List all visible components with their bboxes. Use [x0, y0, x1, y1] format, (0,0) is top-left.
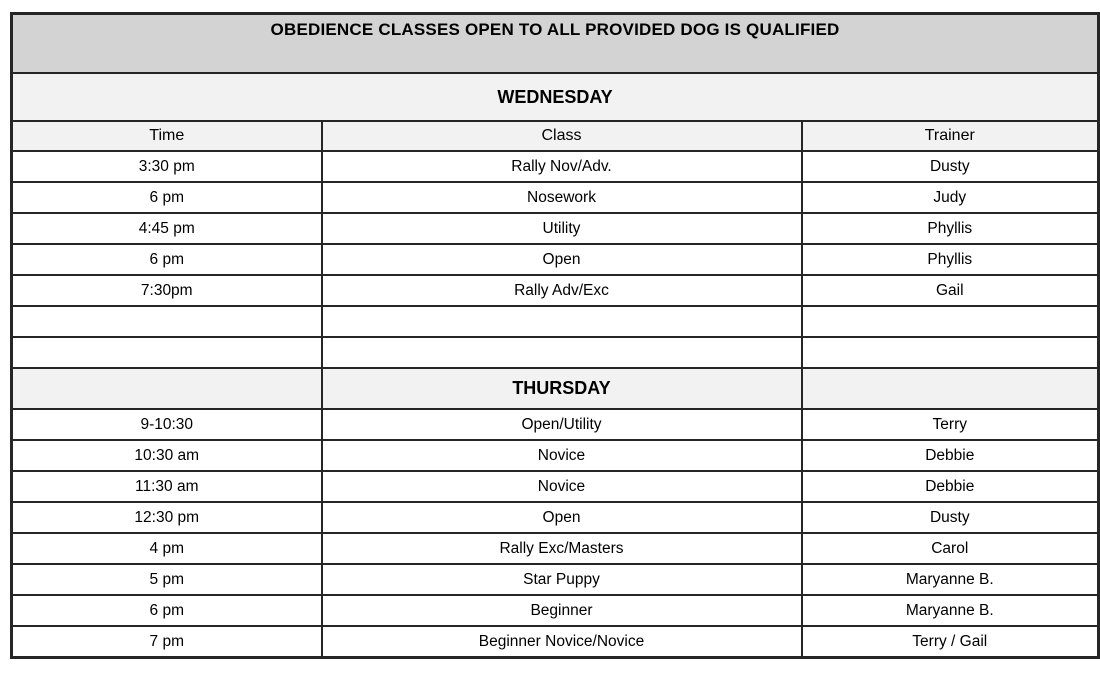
cell-class: Open: [322, 244, 802, 275]
cell-trainer: Judy: [802, 182, 1099, 213]
cell-trainer: Phyllis: [802, 213, 1099, 244]
cell-time: 4:45 pm: [12, 213, 322, 244]
wednesday-banner-row: [12, 73, 1099, 121]
cell-time: [12, 306, 322, 337]
cell-class: Open: [322, 502, 802, 533]
cell-class: Beginner Novice/Novice: [322, 626, 802, 658]
cell-trainer: Gail: [802, 275, 1099, 306]
cell-time: 7 pm: [12, 626, 322, 658]
table-row: [12, 213, 1099, 244]
table-row: [12, 182, 1099, 213]
thursday-banner-row: [12, 368, 1099, 409]
cell-class: Novice: [322, 440, 802, 471]
title-row: [12, 14, 1099, 74]
table-row: [12, 564, 1099, 595]
cell-class: [322, 306, 802, 337]
cell-trainer: Maryanne B.: [802, 564, 1099, 595]
thursday-rows: [12, 409, 1099, 658]
cell-class: Rally Adv/Exc: [322, 275, 802, 306]
obedience-schedule-table: [10, 12, 1100, 659]
table-row: [12, 151, 1099, 182]
thursday-banner-left-cell: [12, 368, 322, 409]
cell-class: Rally Nov/Adv.: [322, 151, 802, 182]
wednesday-banner: WEDNESDAY: [12, 73, 1099, 121]
cell-time: 9-10:30: [12, 409, 322, 440]
column-header-class: Class: [322, 121, 802, 151]
cell-trainer: Carol: [802, 533, 1099, 564]
table-title: OBEDIENCE CLASSES OPEN TO ALL PROVIDED DOG IS QUALIFIED: [12, 14, 1099, 74]
cell-class: Rally Exc/Masters: [322, 533, 802, 564]
thursday-banner-right-cell: [802, 368, 1099, 409]
cell-trainer: Phyllis: [802, 244, 1099, 275]
cell-class: Novice: [322, 471, 802, 502]
cell-time: 11:30 am: [12, 471, 322, 502]
cell-class: Nosework: [322, 182, 802, 213]
cell-class: Star Puppy: [322, 564, 802, 595]
cell-trainer: Maryanne B.: [802, 595, 1099, 626]
cell-trainer: Dusty: [802, 151, 1099, 182]
table-row: [12, 626, 1099, 658]
table-row: [12, 244, 1099, 275]
cell-time: 5 pm: [12, 564, 322, 595]
table-row: [12, 595, 1099, 626]
table-row: [12, 533, 1099, 564]
cell-trainer: [802, 306, 1099, 337]
cell-time: 12:30 pm: [12, 502, 322, 533]
cell-time: 10:30 am: [12, 440, 322, 471]
cell-class: [322, 337, 802, 368]
cell-class: Open/Utility: [322, 409, 802, 440]
table-row: [12, 409, 1099, 440]
table-row: [12, 337, 1099, 368]
cell-time: 6 pm: [12, 595, 322, 626]
cell-time: 6 pm: [12, 182, 322, 213]
column-header-trainer: Trainer: [802, 121, 1099, 151]
cell-trainer: Terry: [802, 409, 1099, 440]
table-row: [12, 275, 1099, 306]
table-row: [12, 502, 1099, 533]
table-row: [12, 471, 1099, 502]
cell-class: Utility: [322, 213, 802, 244]
cell-trainer: Terry / Gail: [802, 626, 1099, 658]
cell-trainer: Debbie: [802, 440, 1099, 471]
cell-time: [12, 337, 322, 368]
cell-class: Beginner: [322, 595, 802, 626]
cell-time: 4 pm: [12, 533, 322, 564]
document-page: [0, 12, 1100, 682]
thursday-banner: THURSDAY: [322, 368, 802, 409]
cell-trainer: Dusty: [802, 502, 1099, 533]
cell-time: 6 pm: [12, 244, 322, 275]
cell-time: 3:30 pm: [12, 151, 322, 182]
cell-trainer: [802, 337, 1099, 368]
table-row: [12, 306, 1099, 337]
column-header-time: Time: [12, 121, 322, 151]
cell-time: 7:30pm: [12, 275, 322, 306]
cell-trainer: Debbie: [802, 471, 1099, 502]
column-header-row: [12, 121, 1099, 151]
table-row: [12, 440, 1099, 471]
wednesday-rows: [12, 151, 1099, 368]
